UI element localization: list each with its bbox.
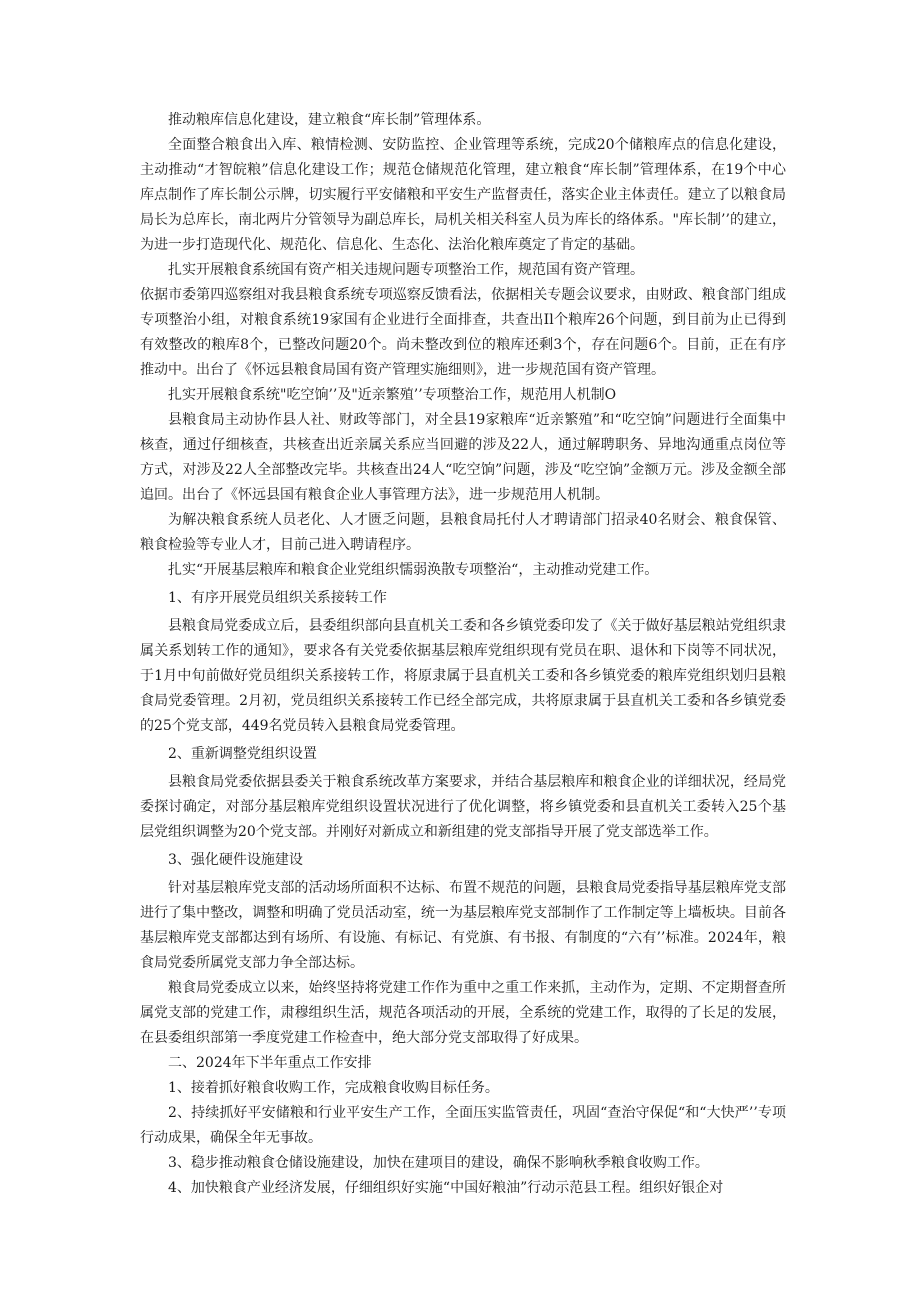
section-heading-1: 1、有序开展党员组织关系接转工作 xyxy=(168,590,387,606)
paragraph-11: 县粮食局党委依据县委关于粮食系统改革方案要求，并结合基层粮库和粮食企业的详细状况，经局党委探讨确定，对部分基层粮库党组织设置状况进行了优化调整，将乡镇党委和县直机关工委转入25个基层党组织调整为20个党支部。并刚好对新成立和新组建的党支部指导开展了党支部选举工作。 xyxy=(140,774,786,840)
document-body xyxy=(140,108,786,1201)
paragraph-5: 县粮食局主动协作县人社、财政等部门，对全县19家粮库“近亲繁殖”和“吃空饷”问题进行全面集中核查，通过仔细核查，共核查出近亲属关系应当回避的涉及22人，通过解聘职务、异地沟通重点岗位等方式，对涉及22人全部整改完毕。共核查出24人“吃空饷”问题，涉及“吃空饷”金额万元。涉及金额全部追回。出台了《怀远县国有粮食企业人事管理方法》，进一步规范用人机制。 xyxy=(140,412,786,503)
paragraph-7: 扎实“开展基层粮库和粮食企业党组织懦弱涣散专项整治“，主动推动党建工作。 xyxy=(168,562,659,578)
paragraph-1: 全面整合粮食出入库、粮情检测、安防监控、企业管理等系统，完成20个储粮库点的信息化建设，主动推动“才智皖粮”信息化建设工作；规范仓储规范化管理，建立粮食“库长制”管理体系，在19个中心库点制作了库长制公示牌，切实履行平安储粮和平安生产监督责任，落实企业主体责任。建立了以粮食局局长为总库长，南北两片分管领导为副总库长，局机关相关科室人员为库长的络体系。"库长制’’的建立，为进一步打造现代化、规范化、信息化、生态化、法治化粮库奠定了肯定的基础。 xyxy=(140,137,786,253)
paragraph-0: 推动粮库信息化建设，建立粮食“库长制”管理体系。 xyxy=(168,112,491,128)
paragraph-4: 扎实开展粮食系统"吃空饷’’及"近亲繁殖’’专项整治工作，规范用人机制O xyxy=(168,387,617,403)
paragraph-14: 粮食局党委成立以来，始终坚持将党建工作作为重中之重工作来抓，主动作为，定期、不定期督查所属党支部的党建工作，肃穆组织生活，规范各项活动的开展，全系统的党建工作，取得的了长足的发展，在县委组织部第一季度党建工作检查中，绝大部分党支部取得了好成果。 xyxy=(140,980,786,1046)
section-heading-3: 3、强化硬件设施建设 xyxy=(168,852,303,868)
plan-item-3: 3、稳步推动粮食仓储设施建设，加快在建项目的建设，确保不影响秋季粮食收购工作。 xyxy=(168,1155,709,1171)
paragraph-6: 为解决粮食系统人员老化、人才匮乏问题，县粮食局托付人才聘请部门招录40名财会、粮食保管、粮食检验等专业人才，目前己进入聘请程序。 xyxy=(140,512,786,553)
plan-item-1: 1、接着抓好粮食收购工作，完成粮食收购目标任务。 xyxy=(168,1080,499,1096)
section-heading-2: 2、重新调整党组织设置 xyxy=(168,746,317,762)
plan-item-4: 4、加快粮食产业经济发展，仔细组织好实施“中国好粮油”行动示范县工程。组织好银企对 xyxy=(168,1180,724,1196)
paragraph-9: 县粮食局党委成立后，县委组织部向县直机关工委和各乡镇党委印发了《关于做好基层粮站党组织隶属关系划转工作的通知》，要求各有关党委依据基层粮库党组织现有党员在职、退休和下岗等不同状况，于1月中旬前做好党员组织关系接转工作，将原隶属于县直机关工委和各乡镇党委的粮库党组织划归县粮食局党委管理。2月初，党员组织关系接转工作已经全部完成，共将原隶属于县直机关工委和各乡镇党委的25个党支部，449名党员转入县粮食局党委管理。 xyxy=(140,618,786,734)
section-title-2024: 二、2024年下半年重点工作安排 xyxy=(168,1055,372,1071)
plan-item-2: 2、持续抓好平安储粮和行业平安生产工作，全面压实监管责任，巩固“查治守保促“和“大快严’’专项行动成果，确保全年无事故。 xyxy=(140,1105,786,1146)
paragraph-3: 依据市委第四巡察组对我县粮食系统专项巡察反馈看法，依据相关专题会议要求，由财政、粮食部门组成专项整治小组，对粮食系统19家国有企业进行全面排查，共查出Il个粮库26个问题，到目前为止已得到有效整改的粮库8个，已整改问题20个。尚未整改到位的粮库还剩3个，存在问题6个。目前，正在有序推动中。出台了《怀远县粮食局国有资产管理实施细则》，进一步规范国有资产管理。 xyxy=(140,287,786,378)
paragraph-2: 扎实开展粮食系统国有资产相关违规问题专项整治工作，规范国有资产管理。 xyxy=(168,262,644,278)
paragraph-13: 针对基层粮库党支部的活动场所面积不达标、布置不规范的问题，县粮食局党委指导基层粮库党支部进行了集中整改，调整和明确了党员活动室，统一为基层粮库党支部制作了工作制定等上墙板块。目前各基层粮库党支部都达到有场所、有设施、有标记、有党旗、有书报、有制度的“六有’’标准。2024年，粮食局党委所属党支部力争全部达标。 xyxy=(140,880,786,971)
